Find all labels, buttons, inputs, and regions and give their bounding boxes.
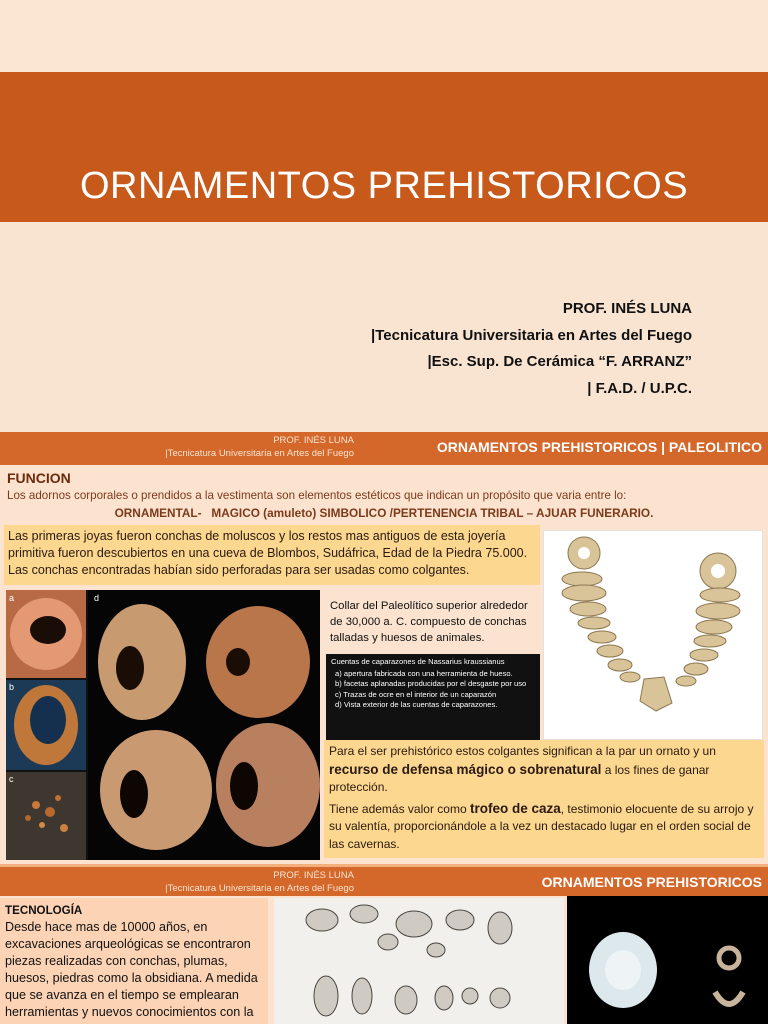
tecnologia-slide: [0, 864, 768, 1024]
shell-4: [216, 723, 320, 847]
header-credits: [114, 434, 354, 460]
slide-title: ORNAMENTOS PREHISTORICOS: [79, 165, 689, 207]
photo-a-hole: [30, 616, 66, 644]
credits-block: [371, 296, 692, 402]
caption-line-d: d) Vista exterior de las cuentas de caparazones.: [335, 700, 498, 709]
shell-3: [100, 730, 212, 850]
header-title: ORNAMENTOS PREHISTORICOS | PALEOLITICO: [436, 439, 762, 455]
photo-d-label: d: [94, 593, 100, 603]
meaning-p1: Para el ser prehistórico estos colgantes significan a la par un ornato y un: [329, 744, 716, 758]
photo-b-label: b: [9, 682, 15, 692]
caption-line-c: c) Trazas de ocre en el interior de un caparazón: [335, 689, 497, 699]
pendant: [640, 677, 672, 711]
tecnologia-heading: TECNOLOGÍA: [5, 904, 83, 917]
funcion-description: Los adornos corporales o prendidos a la vestimenta son elementos estéticos que indican un propósito que varia entre lo:: [7, 489, 627, 502]
photo-b-hole: [30, 696, 66, 744]
shell-drawings: [274, 898, 564, 1024]
header-credits: [114, 869, 354, 895]
intro-text: Las primeras joyas fueron conchas de moluscos y los restos mas antiguos de esta joyería primitiva fueron descubiertos en una cueva de Blombos, Sudáfrica, Edad de la Piedra 75.000. Las conchas encontradas habían sido perforadas para ser usadas como colgantes.: [4, 525, 540, 585]
photo-c-bg: [6, 772, 86, 860]
categoria-magico: MAGICO: [211, 506, 260, 520]
paleolitico-slide: [0, 432, 768, 864]
categorias-line: [0, 506, 768, 520]
title-slide: [0, 0, 768, 432]
arc-bead: [715, 992, 743, 1004]
header-program: |Tecnicatura Universitaria en Artes del Fuego: [165, 883, 354, 894]
tecnologia-text: Desde hace mas de 10000 años, en excavaciones arqueológicas se encontraron piezas realizadas con conchas, plumas, huesos, piedras como la obsidiana. A medida que se avanza en el tiempo se emplearan herramientas y nuevos conocimientos con la: [5, 920, 258, 1019]
slide-header-bar: [0, 864, 768, 896]
shell-bead-photo: [567, 896, 768, 1024]
meaning-p2-bold: trofeo de caza: [469, 800, 561, 816]
header-title: ORNAMENTOS PREHISTORICOS: [541, 874, 762, 890]
shell-beads-photo: [6, 590, 320, 860]
header-author: PROF. INÉS LUNA: [273, 435, 354, 446]
slide-header-bar: [0, 432, 768, 465]
shell-1: [98, 604, 186, 720]
caption-line-b: b) facetas aplanadas producidas por el desgaste por uso: [335, 679, 527, 688]
meaning-p2-start: Tiene además valor como: [329, 801, 467, 816]
photo-c-label: c: [9, 774, 14, 784]
credit-author: PROF. INÉS LUNA: [562, 300, 692, 317]
credit-faculty: | F.A.D. / U.P.C.: [587, 379, 692, 397]
categoria-resto: (amuleto) SIMBOLICO /PERTENENCIA TRIBAL – AJUAR FUNERARIO.: [263, 506, 654, 520]
caption-title: Cuentas de caparazones de Nassarius kraussianus: [331, 657, 505, 666]
necklace-photo: [543, 530, 763, 740]
funcion-heading: FUNCION: [7, 470, 71, 486]
nassarius-caption: [326, 654, 540, 742]
tecnologia-block: [0, 898, 268, 1024]
credit-school: |Esc. Sup. De Cerámica “F. ARRANZ”: [427, 353, 692, 370]
caption-line-a: a) apertura fabricada con una herramienta de hueso.: [335, 668, 513, 678]
categoria-ornamental: ORNAMENTAL-: [114, 506, 202, 520]
meaning-p2-end: , testimonio elocuente de su arrojo y su valentía, proporcionándole a la vez un destacado lugar en el orden social de las cavernas.: [329, 801, 754, 851]
header-author: PROF. INÉS LUNA: [273, 870, 354, 881]
meaning-p1-bold: recurso de defensa mágico o sobrenatural: [329, 761, 602, 777]
collar-description: Collar del Paleolítico superior alrededor de 30,000 a. C. compuesto de conchas talladas y huesos de animales.: [330, 600, 528, 644]
photo-a-label: a: [9, 593, 15, 603]
meaning-p1-end: a los fines de ganar protección.: [329, 762, 710, 794]
meaning-text: [324, 740, 764, 858]
top-band: [0, 0, 768, 72]
ring-bead: [719, 948, 739, 968]
credit-program: |Tecnicatura Universitaria en Artes del Fuego: [371, 326, 692, 344]
header-program: |Tecnicatura Universitaria en Artes del Fuego: [165, 448, 354, 459]
shell-2: [206, 606, 310, 718]
